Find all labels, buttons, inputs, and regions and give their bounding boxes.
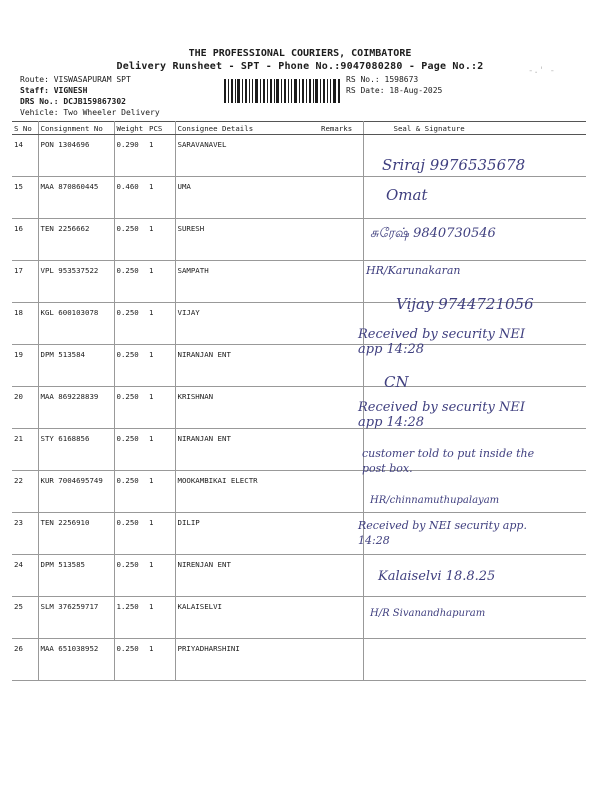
row-pcs: 1 [147, 261, 175, 303]
row-sno: 20 [12, 387, 38, 429]
row-pcs: 1 [147, 387, 175, 429]
handwritten-signature: HR/chinnamuthupalayam [370, 495, 500, 506]
row-consignment: MAA 651038952 [38, 639, 114, 681]
row-consignment: TEN 2256910 [38, 513, 114, 555]
row-pcs: 1 [147, 177, 175, 219]
row-weight: 0.250 [114, 471, 147, 513]
handwritten-signature: Received by security NEI app 14:28 [358, 400, 525, 430]
runsheet-subtitle: Delivery Runsheet - SPT - Phone No.:9047080280 - Page No.:2 [116, 61, 484, 72]
table-row [12, 219, 586, 261]
table-row [12, 555, 586, 597]
row-remarks [319, 261, 363, 303]
col-sno: S No [12, 122, 38, 135]
row-consignee: DILIP [175, 513, 319, 555]
handwritten-signature: Omat [386, 186, 428, 204]
col-seal-signature: Seal & Signature [363, 122, 586, 135]
row-consignee: VIJAY [175, 303, 319, 345]
table-header-row [12, 122, 586, 135]
handwritten-signature: H/R Sivanandhapuram [370, 608, 486, 619]
row-pcs: 1 [147, 639, 175, 681]
row-remarks [319, 135, 363, 177]
handwritten-signature: Received by NEI security app. 14:28 [358, 519, 527, 547]
company-name: THE PROFESSIONAL COURIERS, COIMBATORE [188, 48, 412, 59]
row-weight: 0.250 [114, 555, 147, 597]
table-row [12, 597, 586, 639]
row-pcs: 1 [147, 303, 175, 345]
rs-number: RS No.: 1598673 [346, 75, 419, 84]
row-sno: 26 [12, 639, 38, 681]
row-pcs: 1 [147, 345, 175, 387]
table-row [12, 177, 586, 219]
row-pcs: 1 [147, 555, 175, 597]
row-pcs: 1 [147, 513, 175, 555]
col-remarks: Remarks [319, 122, 363, 135]
row-sno: 23 [12, 513, 38, 555]
row-consignee: SURESH [175, 219, 319, 261]
row-consignment: VPL 953537522 [38, 261, 114, 303]
handwritten-signature: HR/Karunakaran [366, 264, 461, 277]
row-consignee: MOOKAMBIKAI ELECTR [175, 471, 319, 513]
handwritten-signature: சுரேஷ் 9840730546 [370, 226, 496, 241]
row-remarks [319, 513, 363, 555]
row-remarks [319, 219, 363, 261]
col-consignee: Consignee Details [175, 122, 319, 135]
row-remarks [319, 429, 363, 471]
handwritten-signature: Sriraj 9976535678 [382, 156, 526, 174]
col-consignment: Consignment No [38, 122, 114, 135]
handwritten-signature: customer told to put inside the post box. [362, 447, 535, 475]
row-sno: 21 [12, 429, 38, 471]
row-weight: 0.460 [114, 177, 147, 219]
table-row [12, 471, 586, 513]
route-label: Route: VISWASAPURAM SPT [20, 75, 131, 84]
handwritten-signature: CN [384, 373, 409, 391]
row-weight: 0.250 [114, 387, 147, 429]
drs-number: DRS No.: DCJB159867302 [20, 97, 126, 106]
row-consignee: NIRENJAN ENT [175, 555, 319, 597]
rs-date: RS Date: 18-Aug-2025 [346, 86, 443, 95]
row-sno: 22 [12, 471, 38, 513]
row-sno: 17 [12, 261, 38, 303]
row-consignment: MAA 870860445 [38, 177, 114, 219]
row-consignment: MAA 869228839 [38, 387, 114, 429]
handwritten-signature: Kalaiselvi 18.8.25 [378, 569, 496, 584]
row-weight: 0.250 [114, 513, 147, 555]
staff-label: Staff: VIGNESH [20, 86, 88, 95]
row-remarks [319, 303, 363, 345]
row-consignee: NIRANJAN ENT [175, 429, 319, 471]
row-consignment: TEN 2256662 [38, 219, 114, 261]
row-pcs: 1 [147, 429, 175, 471]
row-weight: 1.250 [114, 597, 147, 639]
row-weight: 0.250 [114, 429, 147, 471]
row-remarks [319, 177, 363, 219]
row-consignee: UMA [175, 177, 319, 219]
row-consignee: SARAVANAVEL [175, 135, 319, 177]
row-consignee: NIRANJAN ENT [175, 345, 319, 387]
barcode [224, 79, 340, 103]
row-remarks [319, 387, 363, 429]
table-row [12, 639, 586, 681]
row-pcs: 1 [147, 135, 175, 177]
row-consignment: KUR 7004695749 [38, 471, 114, 513]
row-remarks [319, 597, 363, 639]
row-remarks [319, 345, 363, 387]
row-sno: 18 [12, 303, 38, 345]
row-consignee: SAMPATH [175, 261, 319, 303]
row-pcs: 1 [147, 597, 175, 639]
row-consignee: PRIYADHARSHINI [175, 639, 319, 681]
row-pcs: 1 [147, 219, 175, 261]
row-sno: 19 [12, 345, 38, 387]
row-remarks [319, 471, 363, 513]
row-weight: 0.250 [114, 345, 147, 387]
handwritten-signature: Vijay 9744721056 [396, 295, 534, 313]
row-consignee: KRISHNAN [175, 387, 319, 429]
row-weight: 0.290 [114, 135, 147, 177]
row-signature-cell [363, 639, 586, 681]
row-consignment: DPM 513584 [38, 345, 114, 387]
col-pcs: PCS [147, 122, 175, 135]
row-weight: 0.250 [114, 303, 147, 345]
row-weight: 0.250 [114, 639, 147, 681]
corner-mark: -.' - [528, 66, 556, 76]
row-consignment: PON 1304696 [38, 135, 114, 177]
row-pcs: 1 [147, 471, 175, 513]
row-sno: 14 [12, 135, 38, 177]
row-sno: 25 [12, 597, 38, 639]
row-sno: 16 [12, 219, 38, 261]
vehicle-label: Vehicle: Two Wheeler Delivery [20, 108, 160, 117]
handwritten-signature: Received by security NEI app 14:28 [358, 327, 525, 357]
row-consignment: KGL 600103078 [38, 303, 114, 345]
row-remarks [319, 555, 363, 597]
row-sno: 15 [12, 177, 38, 219]
row-consignee: KALAISELVI [175, 597, 319, 639]
row-remarks [319, 639, 363, 681]
row-weight: 0.250 [114, 219, 147, 261]
row-consignment: DPM 513585 [38, 555, 114, 597]
row-weight: 0.250 [114, 261, 147, 303]
col-weight: Weight [114, 122, 147, 135]
row-consignment: STY 6168856 [38, 429, 114, 471]
row-consignment: SLM 376259717 [38, 597, 114, 639]
row-sno: 24 [12, 555, 38, 597]
